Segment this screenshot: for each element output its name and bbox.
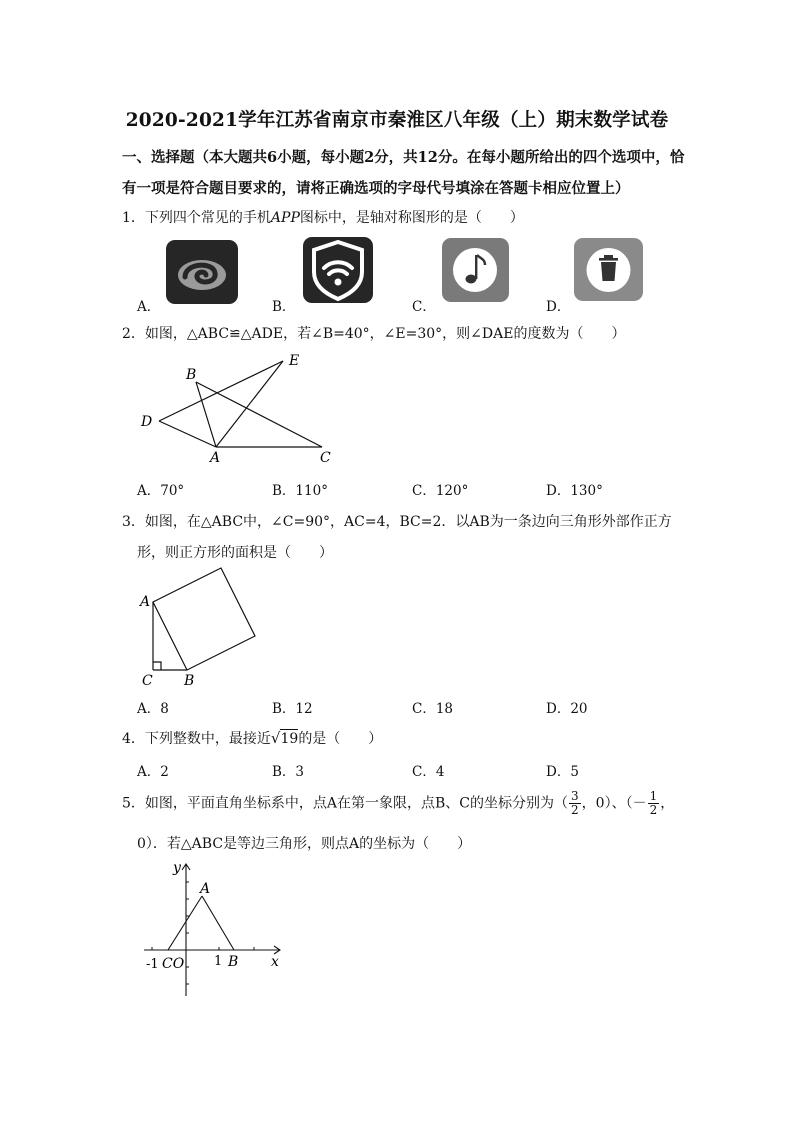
- q2-option-c[interactable]: C．120°: [412, 483, 469, 499]
- q3-option-a[interactable]: A．8: [137, 701, 169, 717]
- line-ca: [168, 896, 202, 950]
- q1-option-b[interactable]: B．: [272, 299, 296, 315]
- line-ab: [202, 896, 234, 950]
- label-x: x: [271, 954, 279, 970]
- q3-option-b[interactable]: B．12: [272, 701, 313, 717]
- label-neg1: -1: [146, 957, 159, 972]
- label-e: E: [289, 353, 300, 369]
- right-angle-mark: [153, 662, 161, 670]
- question-4-text: 4．下列整数中，最接近√19的是（ ）: [122, 729, 383, 747]
- q1-option-d[interactable]: D．: [546, 299, 571, 315]
- fraction-three-halves: $\frac{3}{2}$: [571, 789, 579, 817]
- q2-option-a[interactable]: A．70°: [137, 483, 185, 499]
- q2-option-d[interactable]: D．130°: [546, 483, 603, 499]
- label-b: B: [186, 367, 197, 383]
- q4-option-a[interactable]: A．2: [137, 764, 169, 780]
- snail-spiral-icon: [165, 239, 239, 305]
- question-2-text: 2．如图，△ABC≌△ADE，若∠B=40°，∠E=30°，则∠DAE的度数为（ ）: [122, 326, 626, 342]
- label-y: y: [173, 860, 181, 876]
- q5-coordinate-figure: [138, 856, 288, 998]
- line-de: [159, 361, 283, 421]
- section-instructions-line1: 一、选择题（本大题共6小题，每小题2分，共12分。在每小题所给出的四个选项中，恰: [122, 149, 685, 166]
- label-a: A: [210, 450, 221, 466]
- label-c: C: [142, 673, 153, 688]
- q4-option-b[interactable]: B．3: [272, 764, 305, 780]
- q1-option-c[interactable]: C．: [412, 299, 436, 315]
- q4-option-d[interactable]: D．5: [546, 764, 579, 780]
- trash-can-icon: [573, 237, 644, 302]
- label-a: A: [200, 881, 211, 897]
- page-title: 2020-2021学年江苏省南京市秦淮区八年级（上）期末数学试卷: [125, 110, 669, 131]
- q3-square-figure: [136, 562, 266, 688]
- q2-option-b[interactable]: B．110°: [272, 483, 328, 499]
- q1-option-a[interactable]: A．: [137, 299, 161, 315]
- music-note-icon: [441, 237, 510, 303]
- label-b: B: [228, 954, 239, 970]
- label-a: A: [140, 594, 151, 610]
- question-3-line1: 3．如图，在△ABC中，∠C=90°，AC=4，BC=2．以AB为一条边向三角形外部作正方: [122, 514, 672, 530]
- section-instructions-line2: 有一项是符合题目要求的，请将正确选项的字母代号填涂在答题卡相应位置上）: [122, 180, 630, 197]
- line-da: [159, 421, 216, 447]
- q4-option-c[interactable]: C．4: [412, 764, 445, 780]
- question-5-line2: 0）．若△ABC是等边三角形，则点A的坐标为（ ）: [137, 836, 472, 852]
- q3-option-c[interactable]: C．18: [412, 701, 454, 717]
- label-co: CO: [162, 956, 185, 972]
- sqrt-sign-icon: √: [270, 729, 281, 747]
- label-one: 1: [214, 954, 223, 969]
- q3-option-d[interactable]: D．20: [546, 701, 588, 717]
- fraction-one-half: $\frac{1}{2}$: [649, 789, 658, 817]
- question-5-line1: 5．如图，平面直角坐标系中，点A在第一象限，点B、C的坐标分别为（ $\frac{3}{2}$ ，0）、（－ $\frac{1}{2}$ ，: [122, 789, 675, 817]
- label-c: C: [320, 450, 331, 466]
- square-on-ab: [153, 568, 255, 670]
- label-b: B: [184, 673, 195, 688]
- label-d: D: [141, 414, 153, 430]
- q2-triangle-figure: [136, 348, 336, 470]
- question-1-text: 1．下列四个常见的手机APP图标中，是轴对称图形的是（ ）: [122, 210, 524, 226]
- wifi-shield-icon: [302, 236, 374, 304]
- line-ae: [216, 361, 283, 447]
- question-3-line2: 形，则正方形的面积是（ ）: [137, 545, 333, 561]
- line-ba: [196, 382, 216, 447]
